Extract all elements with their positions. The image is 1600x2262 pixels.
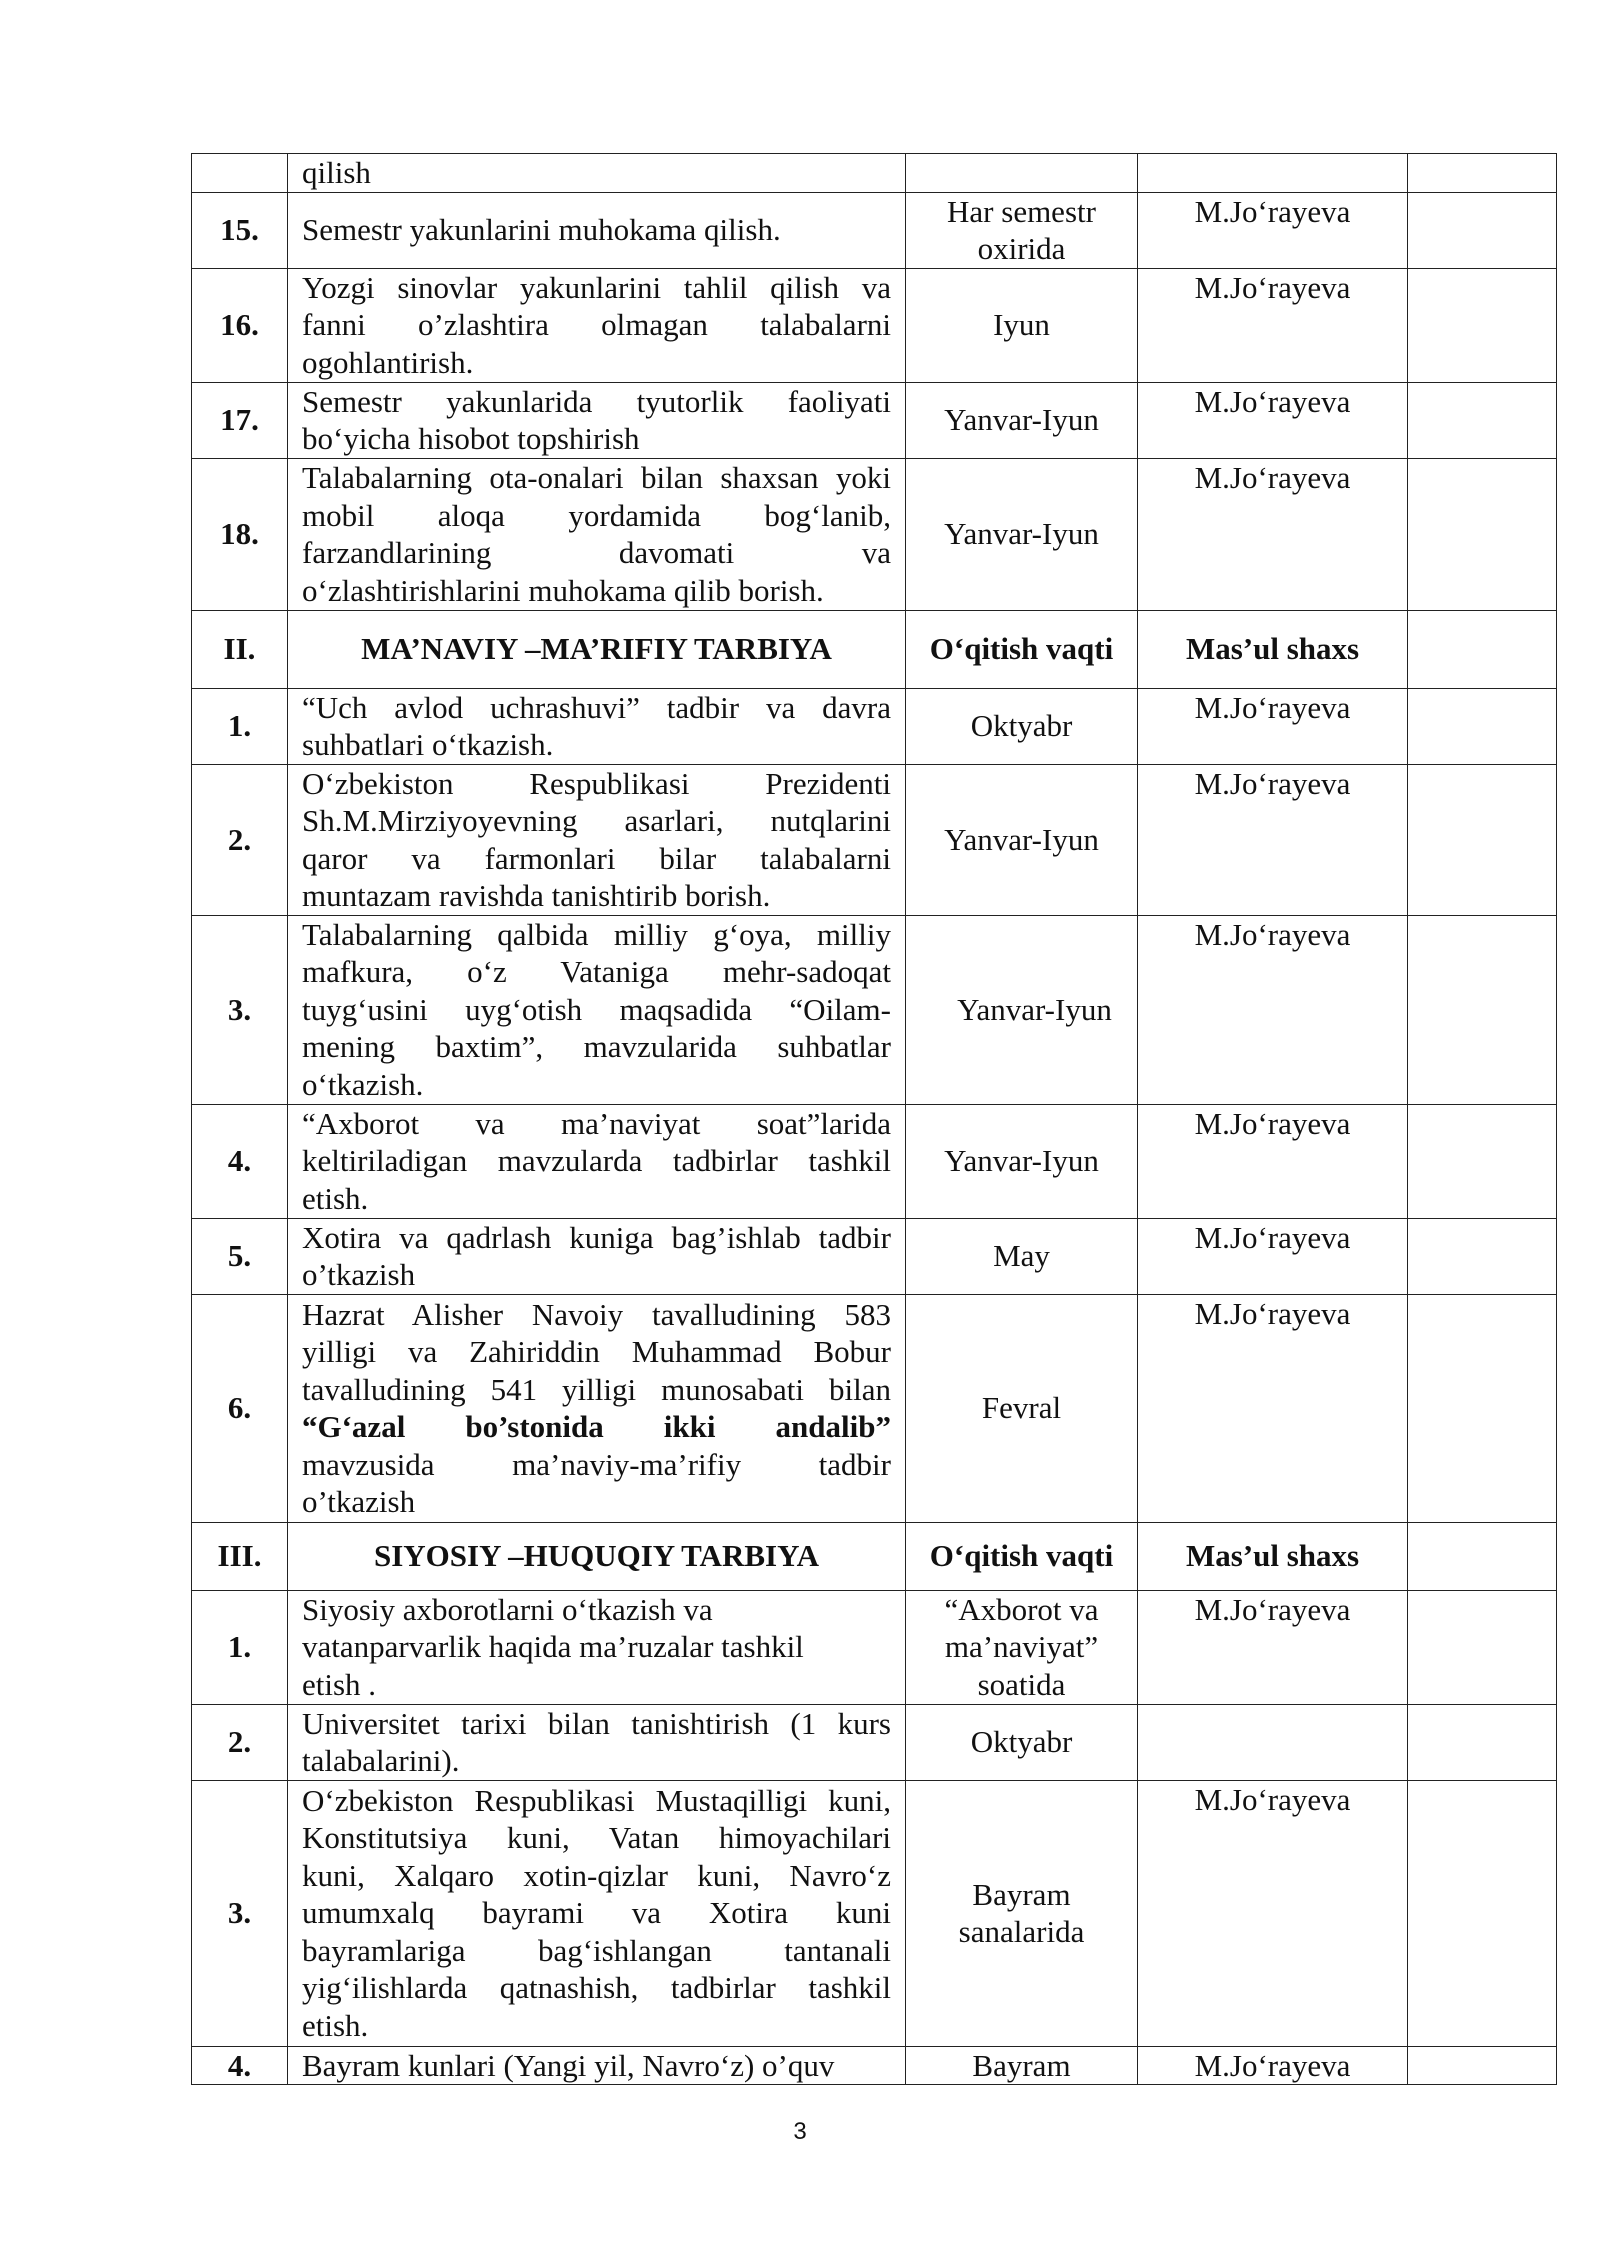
responsible-cell: M.Jo‘rayeva: [1138, 2046, 1408, 2085]
description-line: muntazam ravishda tanishtirib borish.: [302, 878, 771, 913]
column-header-time: O‘qitish vaqti: [906, 1522, 1138, 1590]
description-line: Talabalarning qalbida milliy g‘oya, milliy: [302, 916, 891, 952]
notes-cell: [1408, 268, 1557, 382]
table-row: [192, 1704, 1557, 1780]
table-body: [192, 154, 1557, 2085]
activity-description: [288, 382, 906, 458]
responsible-cell: M.Jo‘rayeva: [1138, 458, 1408, 610]
page-number: 3: [793, 2118, 807, 2145]
responsible-cell: M.Jo‘rayeva: [1138, 268, 1408, 382]
table-row: [192, 1590, 1557, 1704]
description-line: vatanparvarlik haqida ma’ruzalar tashkil: [302, 1629, 804, 1665]
row-number: II.: [192, 610, 288, 688]
time-cell: Oktyabr: [906, 1704, 1138, 1780]
activity-description: [288, 458, 906, 610]
description-line: Yozgi sinovlar yakunlarini tahlil qilish va: [302, 269, 891, 305]
table-row: [192, 458, 1557, 610]
description-line: Xotira va qadrlash kuniga bag’ishlab tadbir: [302, 1219, 891, 1255]
time-cell: [906, 154, 1138, 193]
activity-description: [288, 192, 906, 268]
row-number: 17.: [192, 382, 288, 458]
time-cell: Bayram: [906, 2046, 1138, 2085]
description-line: keltiriladigan mavzularda tadbirlar tashkil: [302, 1143, 891, 1179]
activity-description: [288, 1780, 906, 2046]
description-line: yig‘ilishlarda qatnashish, tadbirlar tashkil: [302, 1970, 891, 2006]
responsible-cell: M.Jo‘rayeva: [1138, 915, 1408, 1104]
description-line: etish.: [302, 2007, 369, 2043]
notes-cell: [1408, 1590, 1557, 1704]
notes-cell: [1408, 764, 1557, 915]
activity-description: [288, 1218, 906, 1294]
notes-cell: [1408, 192, 1557, 268]
table-row: [192, 1780, 1557, 2046]
time-cell: Yanvar-Iyun: [906, 915, 1138, 1104]
responsible-cell: M.Jo‘rayeva: [1138, 764, 1408, 915]
description-line: mening baxtim”, mavzularida suhbatlar: [302, 1029, 891, 1065]
description-line: O‘zbekiston Respublikasi Prezidenti: [302, 765, 891, 801]
row-number: 2.: [192, 764, 288, 915]
table-row: [192, 382, 1557, 458]
description-line: bo‘yicha hisobot topshirish: [302, 421, 640, 456]
notes-cell: [1408, 382, 1557, 458]
table-row: [192, 1294, 1557, 1522]
activity-description: [288, 915, 906, 1104]
time-cell: May: [906, 1218, 1138, 1294]
table-row: [192, 764, 1557, 915]
activity-description: [288, 1704, 906, 1780]
table-row: [192, 154, 1557, 193]
time-cell: “Axborot va ma’naviyat” soatida: [906, 1590, 1138, 1704]
responsible-cell: [1138, 1704, 1408, 1780]
description-line: talabalarini).: [302, 1743, 460, 1778]
description-line: Bayram kunlari (Yangi yil, Navro‘z) o’quv: [302, 2047, 835, 2083]
table-row: [192, 915, 1557, 1104]
responsible-cell: M.Jo‘rayeva: [1138, 688, 1408, 764]
responsible-cell: M.Jo‘rayeva: [1138, 192, 1408, 268]
section-title: SIYOSIY –HUQUQIY TARBIYA: [288, 1522, 906, 1590]
table-row: [192, 1218, 1557, 1294]
description-line: mavzusida ma’naviy-ma’rifiy tadbir: [302, 1446, 891, 1482]
row-number: [192, 154, 288, 193]
description-line: Semestr yakunlarida tyutorlik faoliyati: [302, 383, 891, 419]
section-header-row: [192, 610, 1557, 688]
table-row: [192, 2046, 1557, 2085]
description-line: Talabalarning ota-onalari bilan shaxsan yoki: [302, 460, 891, 495]
column-header-responsible: Mas’ul shaxs: [1138, 610, 1408, 688]
description-line: o’tkazish: [302, 1257, 416, 1292]
notes-cell: [1408, 1522, 1557, 1590]
description-line: suhbatlari o‘tkazish.: [302, 727, 554, 762]
activity-description: [288, 1104, 906, 1218]
description-line: “Axborot va ma’naviyat soat”larida: [302, 1105, 891, 1141]
notes-cell: [1408, 1218, 1557, 1294]
activity-description: [288, 1294, 906, 1522]
description-line: etish.: [302, 1180, 369, 1216]
description-line: Konstitutsiya kuni, Vatan himoyachilari: [302, 1820, 891, 1856]
description-bold-line: “G‘azal bo’stonida ikki andalib”: [302, 1409, 891, 1444]
description-line: “Uch avlod uchrashuvi” tadbir va davra: [302, 689, 891, 725]
row-number: 4.: [192, 1104, 288, 1218]
section-title: MA’NAVIY –MA’RIFIY TARBIYA: [288, 610, 906, 688]
responsible-cell: M.Jo‘rayeva: [1138, 382, 1408, 458]
description-line: Universitet tarixi bilan tanishtirish (1 kurs: [302, 1705, 891, 1741]
activity-description: [288, 2046, 906, 2085]
notes-cell: [1408, 154, 1557, 193]
row-number: 5.: [192, 1218, 288, 1294]
description-line: mobil aloqa yordamida bog‘lanib,: [302, 497, 891, 533]
notes-cell: [1408, 1294, 1557, 1522]
activity-description: [288, 764, 906, 915]
description-line: o‘tkazish.: [302, 1066, 424, 1102]
description-line: etish .: [302, 1666, 377, 1702]
column-header-time: O‘qitish vaqti: [906, 610, 1138, 688]
description-line: farzandlarining davomati va: [302, 535, 891, 570]
description-line: tavalludining 541 yilligi munosabati bilan: [302, 1371, 891, 1407]
description-line: fanni o’zlashtira olmagan talabalarni: [302, 307, 891, 343]
notes-cell: [1408, 458, 1557, 610]
notes-cell: [1408, 915, 1557, 1104]
time-cell: Oktyabr: [906, 688, 1138, 764]
time-cell: Yanvar-Iyun: [906, 1104, 1138, 1218]
responsible-cell: [1138, 154, 1408, 193]
notes-cell: [1408, 610, 1557, 688]
row-number: 1.: [192, 688, 288, 764]
row-number: 6.: [192, 1294, 288, 1522]
description-line: ogohlantirish.: [302, 344, 474, 380]
row-number: 18.: [192, 458, 288, 610]
description-line: Semestr yakunlarini muhokama qilish.: [302, 212, 781, 248]
column-header-responsible: Mas’ul shaxs: [1138, 1522, 1408, 1590]
time-cell: Yanvar-Iyun: [906, 764, 1138, 915]
description-line: Siyosiy axborotlarni o‘tkazish va: [302, 1591, 713, 1627]
table-row: [192, 192, 1557, 268]
description-line: Hazrat Alisher Navoiy tavalludining 583: [302, 1296, 891, 1332]
description-line: umumxalq bayrami va Xotira kuni: [302, 1895, 891, 1931]
description-line: mafkura, o‘z Vataniga mehr-sadoqat: [302, 954, 891, 990]
row-number: 3.: [192, 915, 288, 1104]
row-number: 15.: [192, 192, 288, 268]
table-row: [192, 688, 1557, 764]
time-cell: Har semestr oxirida: [906, 192, 1138, 268]
activity-description: [288, 268, 906, 382]
description-line: kuni, Xalqaro xotin-qizlar kuni, Navro‘z: [302, 1857, 891, 1893]
row-number: III.: [192, 1522, 288, 1590]
activity-description: [288, 688, 906, 764]
notes-cell: [1408, 1104, 1557, 1218]
description-line: tuyg‘usini uyg‘otish maqsadida “Oilam-: [302, 991, 891, 1027]
plan-table: [191, 153, 1557, 2085]
description-line: Sh.M.Mirziyoyevning asarlari, nutqlarini: [302, 803, 891, 838]
row-number: 4.: [192, 2046, 288, 2085]
responsible-cell: M.Jo‘rayeva: [1138, 1590, 1408, 1704]
table-row: [192, 268, 1557, 382]
responsible-cell: M.Jo‘rayeva: [1138, 1218, 1408, 1294]
notes-cell: [1408, 2046, 1557, 2085]
description-line: o’tkazish: [302, 1484, 416, 1519]
activity-description: [288, 154, 906, 193]
notes-cell: [1408, 688, 1557, 764]
row-number: 1.: [192, 1590, 288, 1704]
row-number: 2.: [192, 1704, 288, 1780]
time-cell: Bayram sanalarida: [906, 1780, 1138, 2046]
description-line: yilligi va Zahiriddin Muhammad Bobur: [302, 1334, 891, 1369]
notes-cell: [1408, 1704, 1557, 1780]
time-cell: Yanvar-Iyun: [906, 382, 1138, 458]
time-cell: Iyun: [906, 268, 1138, 382]
description-line: qaror va farmonlari bilar talabalarni: [302, 840, 891, 876]
time-cell: Fevral: [906, 1294, 1138, 1522]
notes-cell: [1408, 1780, 1557, 2046]
description-line: o‘zlashtirishlarini muhokama qilib borish.: [302, 572, 824, 608]
responsible-cell: M.Jo‘rayeva: [1138, 1104, 1408, 1218]
description-line: qilish: [302, 155, 371, 190]
responsible-cell: M.Jo‘rayeva: [1138, 1780, 1408, 2046]
row-number: 3.: [192, 1780, 288, 2046]
time-cell: Yanvar-Iyun: [906, 458, 1138, 610]
table-row: [192, 1104, 1557, 1218]
section-header-row: [192, 1522, 1557, 1590]
description-line: bayramlariga bag‘ishlangan tantanali: [302, 1932, 891, 1968]
description-line: O‘zbekiston Respublikasi Mustaqilligi kuni,: [302, 1782, 891, 1818]
responsible-cell: M.Jo‘rayeva: [1138, 1294, 1408, 1522]
activity-description: [288, 1590, 906, 1704]
row-number: 16.: [192, 268, 288, 382]
